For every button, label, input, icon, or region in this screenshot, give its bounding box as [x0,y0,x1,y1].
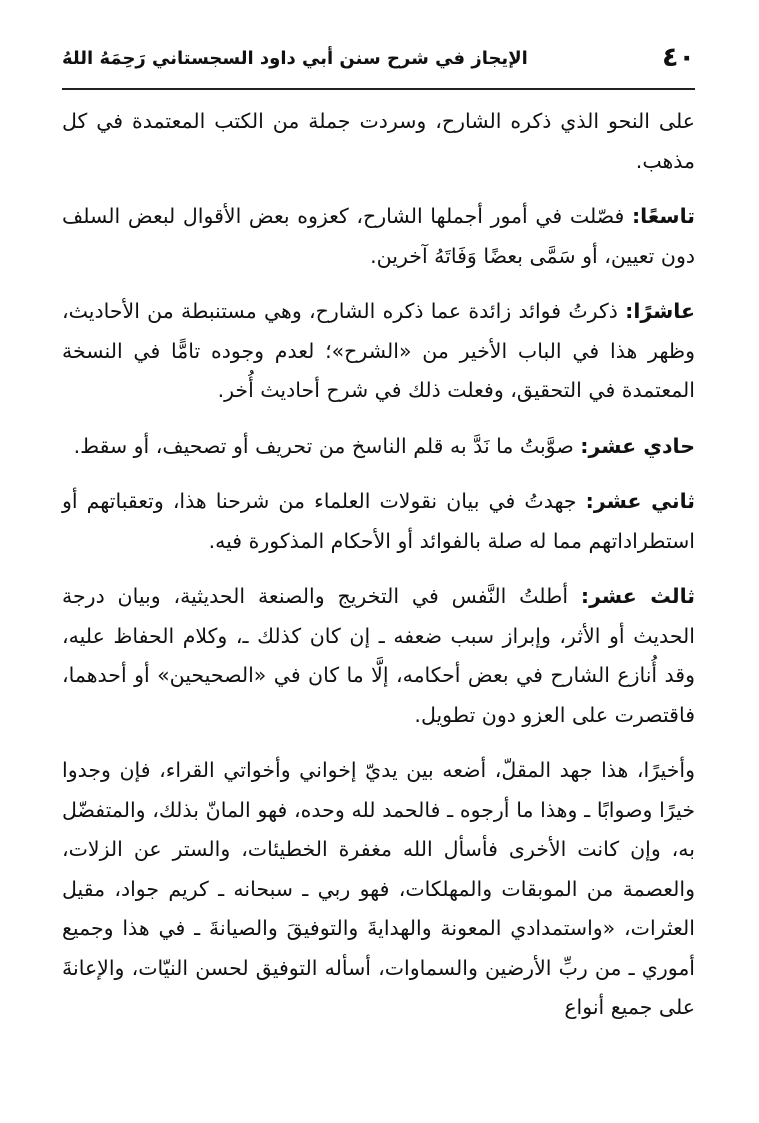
paragraph [62,102,695,181]
paragraph-label: ثاني عشر: [585,489,695,513]
paragraph-label: تاسعًا: [631,204,695,228]
paragraph-text: وأخيرًا، هذا جهد المقلّ، أضعه بين يديّ إخواني وأخواتي القراء، فإن وجدوا خيرًا وصوابًا ـ وهذا ما أرجوه ـ فالحمد لله وحده، فهو المانّ بذلك، والمتفضّل به، وإن كانت الأخرى فأسأل الله مغفرة الخطيئات، والستر عن الزلات، والعصمة من الموبقات والمهلكات، فهو ربي ـ سبحانه ـ كريم جواد، مقيل العثرات، «واستمدادي المعونة والهدايةَ والتوفيقَ والصيانةَ ـ في هذا وجميع أموري ـ من ربِّ الأرضين والسماوات، أسأله التوفيق لحسن النيّات، والإعانةَ على جميع أنواع [62,758,695,1019]
page-header [62,38,695,90]
paragraph [62,751,695,1028]
paragraph-text: جهدتُ في بيان نقولات العلماء من شرحنا هذا، وتعقباتهم أو استطراداتهم مما له صلة بالفوائد أو الأحكام المذكورة فيه. [62,489,695,553]
page-body [62,102,695,1028]
running-title: الإيجاز في شرح سنن أبي داود السجستاني رَحِمَهُ اللهُ [62,48,528,69]
paragraph-label: حادي عشر: [580,433,695,458]
header-rule [62,88,695,90]
paragraph-text: صوَّبتُ ما نَدَّ به قلم الناسخ من تحريف أو تصحيف، أو سقط. [73,433,581,458]
paragraph [62,197,695,276]
page-number: ٤٠ [662,42,695,73]
paragraph [62,577,695,735]
paragraph-text: على النحو الذي ذكره الشارح، وسردت جملة من الكتب المعتمدة في كل مذهب. [62,109,695,173]
paragraph [62,427,695,467]
paragraph [62,482,695,561]
paragraph-label: عاشرًا: [625,299,695,323]
paragraph [62,292,695,411]
paragraph-text: أطلتُ النَّفس في التخريج والصنعة الحديثية، وبيان درجة الحديث أو الأثر، وإبراز سبب ضعفه ـ إن كان كذلك ـ، وكلام الحفاظ عليه، وقد أُنازع الشارح في بعض أحكامه، إلَّا ما كان في «الصحيحين» أو أحدهما، فاقتصرت على العزو دون تطويل. [62,584,695,727]
paragraph-label: ثالث عشر: [580,584,695,608]
paragraph-text: ذكرتُ فوائد زائدة عما ذكره الشارح، وهي مستنبطة من الأحاديث، وظهر هذا في الباب الأخير من «الشرح»؛ لعدم وجوده تامًّا في النسخة المعتمدة في التحقيق، وفعلت ذلك في شرح أحاديث أُخر. [62,299,695,402]
paragraph-text: فصّلت في أمور أجملها الشارح، كعزوه بعض الأقوال لبعض السلف دون تعيين، أو سَمَّى بعضًا وَفَاتَهُ آخرين. [62,204,695,268]
